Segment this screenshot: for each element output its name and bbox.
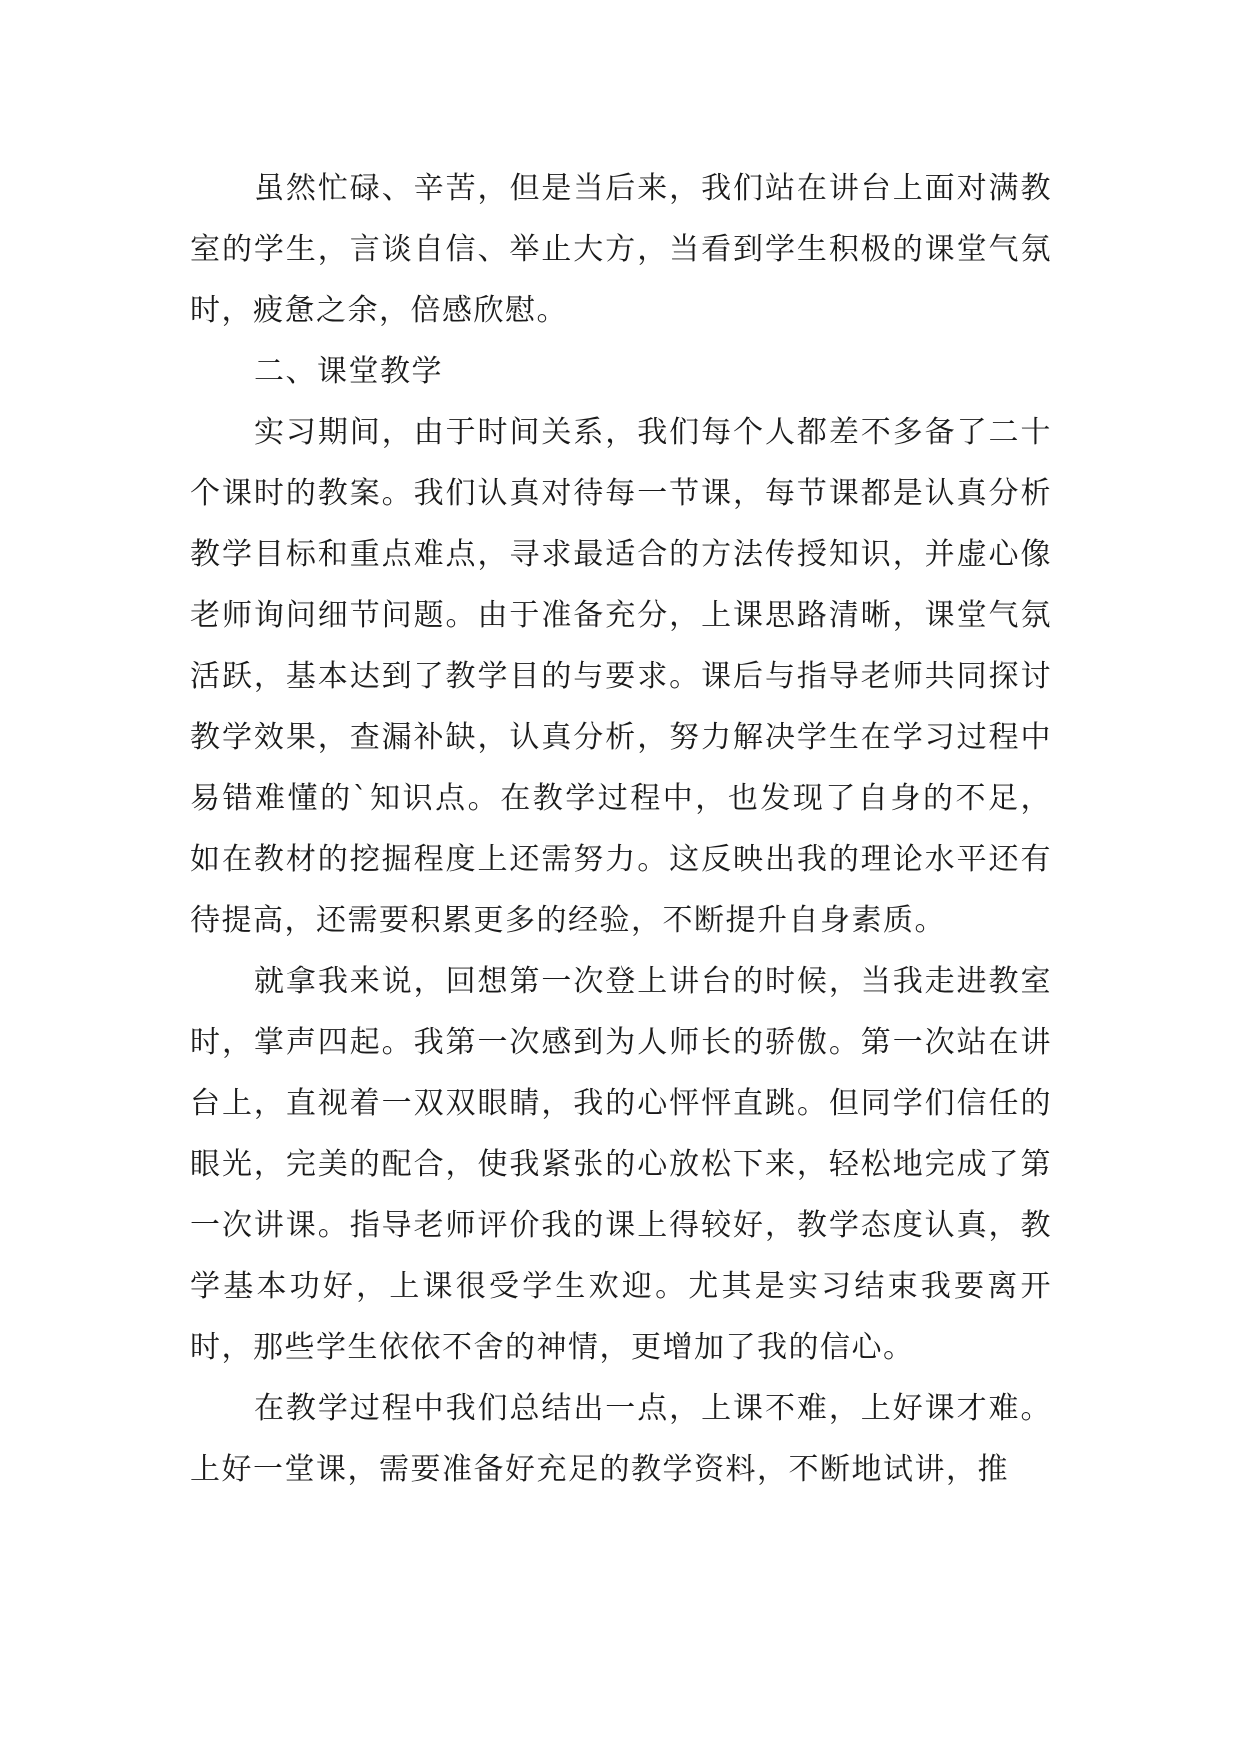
section-heading-classroom-teaching: 二、课堂教学 [254,354,443,389]
paragraph-first-lecture: 就拿我来说，回想第一次登上讲台的时候，当我走进教室时，掌声四起。我第一次感到为人师长的骄傲。第一次站在讲台上，直视着一双双眼睛，我的心怦怦直跳。但同学们信任的眼光，完美的配合，使我紧张的心放松下来，轻松地完成了第一次讲课。指导老师评价我的课上得较好，教学态度认真，教学基本功好，上课很受学生欢迎。尤其是实习结束我要离开时，那些学生依依不舍的神情，更增加了我的信心。 [190,964,1052,1365]
paragraph-teaching-summary: 在教学过程中我们总结出一点，上课不难，上好课才难。上好一堂课，需要准备好充足的教学资料，不断地试讲，推 [190,1391,1052,1487]
paragraph-internship-lessons: 实习期间，由于时间关系，我们每个人都差不多备了二十个课时的教案。我们认真对待每一节课，每节课都是认真分析教学目标和重点难点，寻求最适合的方法传授知识，并虚心像老师询问细节问题。由于准备充分，上课思路清晰，课堂气氛活跃，基本达到了教学目的与要求。课后与指导老师共同探讨教学效果，查漏补缺，认真分析，努力解决学生在学习过程中易错难懂的`知识点。在教学过程中，也发现了自身的不足，如在教材的挖掘程度上还需努力。这反映出我的理论水平还有待提高，还需要积累更多的经验，不断提升自身素质。 [190,415,1052,938]
document-body [190,158,1052,1500]
paragraph-intro: 虽然忙碌、辛苦，但是当后来，我们站在讲台上面对满教室的学生，言谈自信、举止大方，当看到学生积极的课堂气氛时，疲惫之余，倍感欣慰。 [190,171,1052,328]
